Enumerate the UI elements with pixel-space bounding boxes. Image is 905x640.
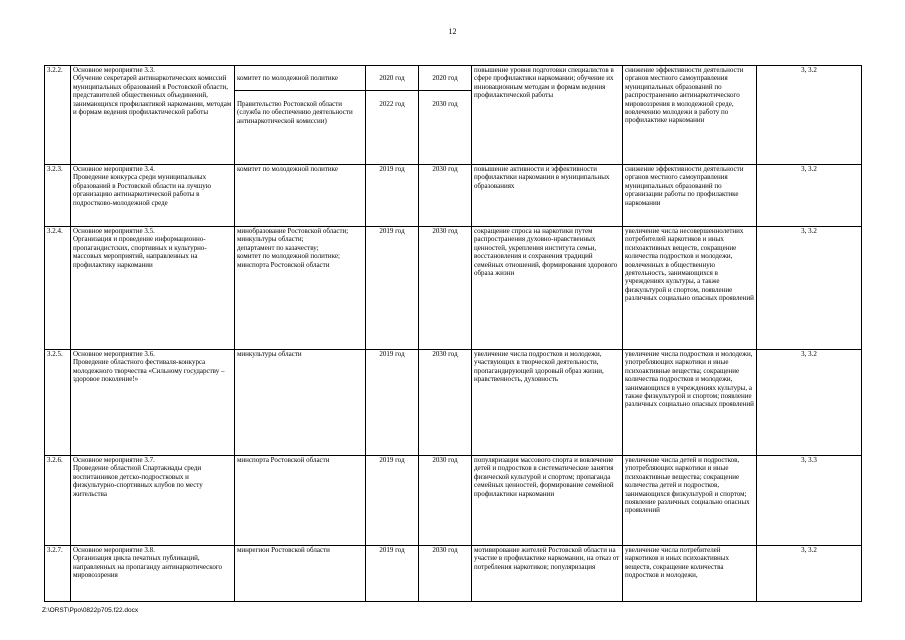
page-number: 12 [448, 27, 457, 36]
activity-name: Основное мероприятие 3.7. Проведение областной Спартакиады среди воспитанников детско-подростковых и физкультурно-спортивных клубов по месту жительства [71, 456, 235, 546]
end-year-cell [419, 66, 472, 165]
activity-name: Основное мероприятие 3.3. Обучение секретарей антинаркотических комиссий муниципальных образований в Ростовской области, представителей общественных объединений, занимающихся профилактикой наркомании, методам и формам ведения профилактической работы [71, 66, 235, 165]
expected-result: повышение активности и эффективности профилактики наркомании в муниципальных образованиях [472, 165, 623, 227]
activity-name: Основное мероприятие 3.4. Проведение конкурса среди муниципальных образований в Ростовской области на лучшую организацию антинаркотической работы в подростково-молодежной среде [71, 165, 235, 227]
end-year: 2030 год [419, 456, 472, 546]
table-row [45, 66, 862, 165]
indicator-link: 3, 3.2 [757, 66, 862, 165]
activity-name: Основное мероприятие 3.5. Организация и проведение информационно-пропагандистских, спортивных и культурно-массовых мероприятий, направленных на профилактику наркомании [71, 227, 235, 350]
executor-bottom: Правительство Ростовской области (служба по обеспечению деятельности антинаркотической комиссии) [237, 99, 353, 125]
start-year-cell [366, 66, 419, 165]
table-row [45, 350, 862, 456]
indicator-link: 3, 3.2 [757, 227, 862, 350]
executor-top: комитет по молодежной политике [235, 74, 365, 91]
row-number: 3.2.5. [45, 350, 71, 456]
non-implementation-consequence: увеличение числа детей и подростков, употребляющих наркотики и иные психоактивные вещества; сокращение количества детей и подростков, занимающихся физкультурой и спортом; появление различных социально опасных проявлений [623, 456, 757, 546]
non-implementation-consequence: снижение эффективности деятельности органов местного самоуправления муниципальных образований по организации работы по профилактике наркомании [623, 165, 757, 227]
start-year: 2019 год [366, 456, 419, 546]
end-year: 2030 год [419, 165, 472, 227]
end-year-top: 2020 год [419, 74, 471, 91]
table-row [45, 546, 862, 602]
indicator-link: 3, 3.2 [757, 546, 862, 602]
row-number: 3.2.6. [45, 456, 71, 546]
start-year: 2019 год [366, 165, 419, 227]
start-year: 2019 год [366, 350, 419, 456]
table-row [45, 227, 862, 350]
row-number: 3.2.3. [45, 165, 71, 227]
activity-name: Основное мероприятие 3.6. Проведение областного фестиваля-конкурса молодежного творчества «Сильному государству – здоровое поколение!» [71, 350, 235, 456]
non-implementation-consequence: увеличение числа несовершеннолетних потребителей наркотиков и иных психоактивных веществ, сокращение количества подростков и молодежи, вовлеченных в общественную деятельность, занимающихся в учреждениях культуры, а также физкультурой и спортом, появление различных социально опасных проявлений [623, 227, 757, 350]
start-year-top: 2020 год [366, 74, 418, 91]
executor: комитет по молодежной политике [235, 165, 366, 227]
start-year-bottom: 2022 год [379, 99, 405, 108]
file-path-footer: Z:\ORST\Ppo\0822p705.f22.docx [42, 607, 139, 614]
activity-name: Основное мероприятие 3.8. Организация цикла печатных публикаций, направленных на пропаганду антинаркотического мировоззрения [71, 546, 235, 602]
indicator-link: 3, 3.2 [757, 350, 862, 456]
executor: минкультуры области [235, 350, 366, 456]
non-implementation-consequence: увеличение числа потребителей наркотиков и иных психоактивных веществ, сокращение количества подростков и молодежи, [623, 546, 757, 602]
end-year: 2030 год [419, 227, 472, 350]
row-number: 3.2.7. [45, 546, 71, 602]
indicator-link: 3, 3.2 [757, 165, 862, 227]
executor-cell [235, 66, 366, 165]
indicator-link: 3, 3.3 [757, 456, 862, 546]
end-year: 2030 год [419, 546, 472, 602]
non-implementation-consequence: увеличение числа подростков и молодежи, употребляющих наркотики и иные психоактивные вещества; сокращение количества подростков и молодежи, занимающихся в учреждениях культуры, а также физкультурой и спортом; появление различных социально опасных проявлений [623, 350, 757, 456]
expected-result: сокращение спроса на наркотики путем распространения духовно-нравственных ценностей, укрепления института семьи, восстановления и сохранения традиций семейных отношений, формирования здорового образа жизни [472, 227, 623, 350]
table-row [45, 456, 862, 546]
executor: минобразование Ростовской области; минкультуры области; департамент по казачеству; комитет по молодежной политике; минспорта Ростовской области [235, 227, 366, 350]
expected-result: повышение уровня подготовки специалистов в сфере профилактики наркомании; обучение их инновационным методам и формам ведения профилактической работы [472, 66, 623, 165]
expected-result: увеличение числа подростков и молодежи, участвующих в творческой деятельности, пропагандирующей здоровый образ жизни, нравственность, духовность [472, 350, 623, 456]
table-row [45, 165, 862, 227]
non-implementation-consequence: снижение эффективности деятельности органов местного самоуправления муниципальных образований по распространению антинаркотического мировоззрения в молодежной среде, вовлечению молодежи в работу по профилактике наркомании [623, 66, 757, 165]
expected-result: мотивирование жителей Ростовской области на участие в профилактике наркомании, на отказ от потребления наркотиков; популяризация [472, 546, 623, 602]
activities-table [44, 65, 862, 602]
start-year: 2019 год [366, 546, 419, 602]
end-year-bottom: 2030 год [432, 99, 458, 108]
start-year: 2019 год [366, 227, 419, 350]
executor: минрегион Ростовской области [235, 546, 366, 602]
row-number: 3.2.2. [45, 66, 71, 165]
end-year: 2030 год [419, 350, 472, 456]
row-number: 3.2.4. [45, 227, 71, 350]
expected-result: популяризация массового спорта и вовлечение детей и подростков в систематические занятия физической культурой и спортом; пропаганда семейных ценностей, формирование семейной профилактики наркомании [472, 456, 623, 546]
executor: минспорта Ростовской области [235, 456, 366, 546]
